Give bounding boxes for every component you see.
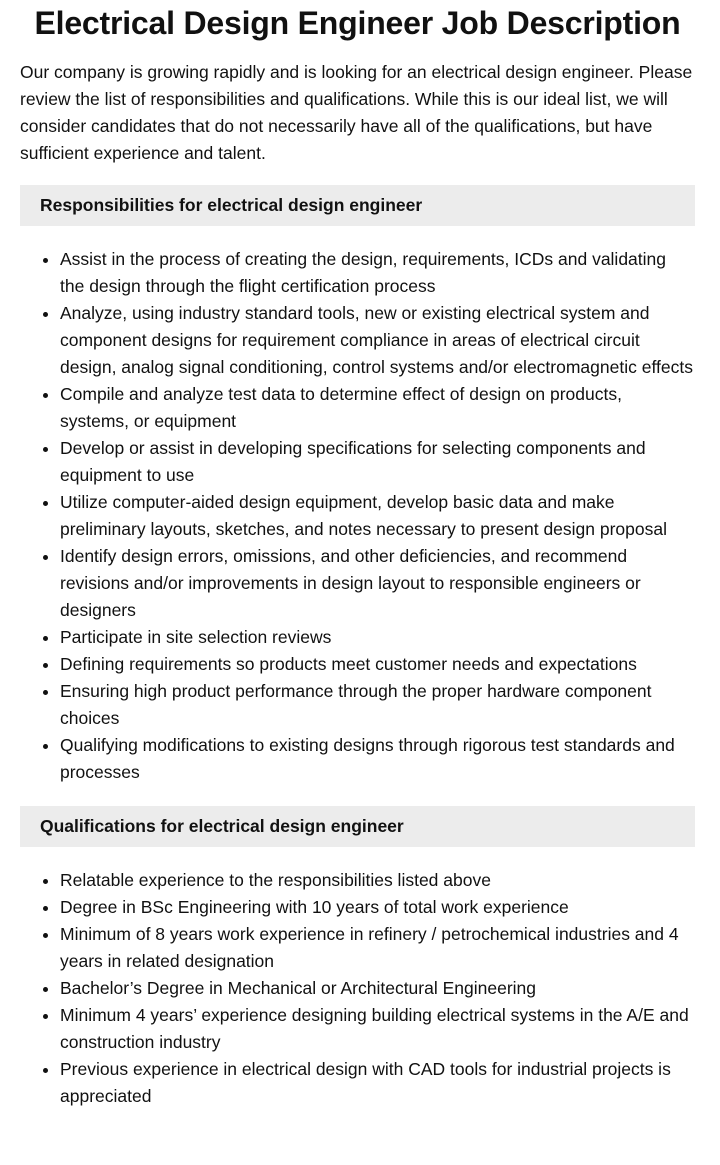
intro-paragraph: Our company is growing rapidly and is looking for an electrical design engineer. Please review the list of responsibilities and qualifications. While this is our ideal list, we will consider candidates that do not necessarily have all of the qualifications, but have sufficient experience and talent.	[20, 62, 693, 163]
list-item: • Assist in the process of creating the design, requirements, ICDs and validating the design through the flight certification process	[60, 246, 695, 300]
list-item: • Utilize computer-aided design equipment, develop basic data and make preliminary layouts, sketches, and notes necessary to present design proposal	[60, 489, 695, 543]
list-item: • Develop or assist in developing specifications for selecting components and equipment to use	[60, 435, 695, 489]
list-item: • Previous experience in electrical design with CAD tools for industrial projects is appreciated	[60, 1056, 695, 1110]
responsibilities-list	[20, 246, 695, 786]
qualifications-heading: Qualifications for electrical design engineer	[20, 806, 695, 847]
list-item: • Identify design errors, omissions, and other deficiencies, and recommend revisions and/or improvements in design layout to responsible engineers or designers	[60, 543, 695, 624]
list-item: • Relatable experience to the responsibilities listed above	[60, 867, 695, 894]
list-item: • Compile and analyze test data to determine effect of design on products, systems, or equipment	[60, 381, 695, 435]
list-item: • Participate in site selection reviews	[60, 624, 695, 651]
list-item: • Minimum of 8 years work experience in refinery / petrochemical industries and 4 years in related designation	[60, 921, 695, 975]
list-item: • Analyze, using industry standard tools, new or existing electrical system and component designs for requirement compliance in areas of electrical circuit design, analog signal conditioning, control systems and/or electromagnetic effects	[60, 300, 695, 381]
list-item: • Defining requirements so products meet customer needs and expectations	[60, 651, 695, 678]
responsibilities-heading: Responsibilities for electrical design engineer	[20, 185, 695, 226]
list-item: • Ensuring high product performance through the proper hardware component choices	[60, 678, 695, 732]
page-title: Electrical Design Engineer Job Description	[34, 5, 681, 41]
list-item: • Qualifying modifications to existing designs through rigorous test standards and processes	[60, 732, 695, 786]
qualifications-list	[20, 867, 695, 1110]
list-item: • Degree in BSc Engineering with 10 years of total work experience	[60, 894, 695, 921]
list-item: • Minimum 4 years’ experience designing building electrical systems in the A/E and construction industry	[60, 1002, 695, 1056]
list-item: • Bachelor’s Degree in Mechanical or Architectural Engineering	[60, 975, 695, 1002]
